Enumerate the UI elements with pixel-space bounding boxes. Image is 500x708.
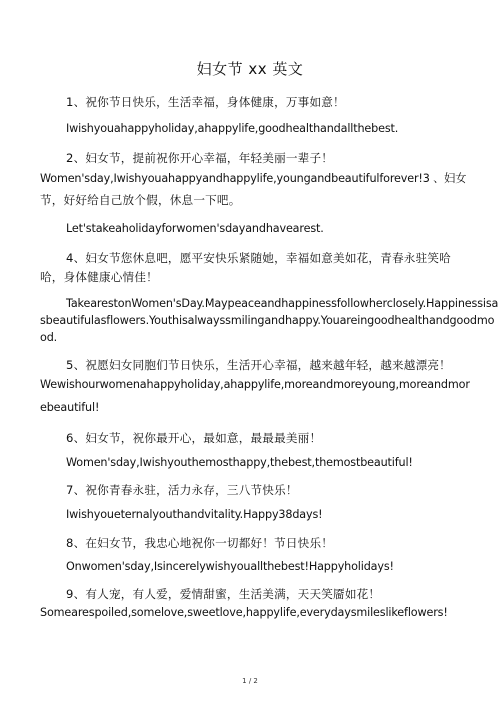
item-8-en: Onwomen'sday,Isincerelywishyouallthebest!Happyholidays! (66, 560, 394, 573)
item-9-en: Somearespoiled,somelove,sweetlove,happylife,everydaysmileslikeflowers! (40, 606, 448, 619)
item-4-zh-cont: 哈，身体健康心情佳！ (40, 270, 158, 284)
item-1-en: Iwishyouahappyholiday,ahappylife,goodhealthandallthebest. (66, 122, 399, 135)
item-4-en-2: sbeautifulasflowers.Youthisalwayssmilingandhappy.Youareingoodhealthandgoodmo (40, 314, 495, 327)
item-3-en: Let'stakeaholidayforwomen'sdayandhavearest. (66, 222, 324, 235)
item-4-zh: 4、妇女节您休息吧，愿平安快乐紧随她，幸福如意美如花，青春永驻笑哈 (66, 251, 451, 265)
item-6-zh: 6、妇女节，祝你最开心，最如意，最最最美丽！ (66, 431, 322, 445)
item-7-en: Iwishyoueternalyouthandvitality.Happy38days! (66, 508, 323, 521)
item-1-zh: 1、祝你节日快乐，生活幸福，身体健康，万事如意！ (66, 95, 345, 109)
item-2-zh: 2、妇女节，提前祝你开心幸福，年轻美丽一辈子！ (66, 151, 334, 165)
item-3-zh-cont: 节，好好给自己放个假，休息一下吧。 (40, 193, 241, 207)
item-8-zh: 8、在妇女节，我忠心地祝你一切都好！节日快乐！ (66, 536, 334, 550)
item-7-zh: 7、祝你青春永驻，活力永存，三八节快乐！ (66, 483, 298, 497)
item-5-en-2: ebeautiful! (40, 401, 100, 414)
item-4-en-1: TakearestonWomen'sDay.Maypeaceandhappinessfollowherclosely.Happinessisa (66, 297, 499, 310)
item-6-en: Women'sday,Iwishyouthemosthappy,thebest,themostbeautiful! (66, 456, 413, 469)
page-number: 1 / 2 (242, 677, 258, 685)
item-9-zh: 9、有人宠，有人爱，爱情甜蜜，生活美满，天天笑靥如花！ (66, 587, 381, 601)
item-5-en-1: Wewishourwomenahappyholiday,ahappylife,moreandmoreyoung,moreandmor (40, 378, 470, 391)
item-4-en-3: od. (40, 331, 58, 344)
item-2-en-3-zh: Women'sday,Iwishyouahappyandhappylife,youngandbeautifulforever!3 、妇女 (40, 172, 467, 185)
item-5-zh: 5、祝愿妇女同胞们节日快乐，生活开心幸福，越来越年轻，越来越漂亮！ (66, 358, 451, 372)
document-title: 妇女节 xx 英文 (196, 60, 304, 78)
